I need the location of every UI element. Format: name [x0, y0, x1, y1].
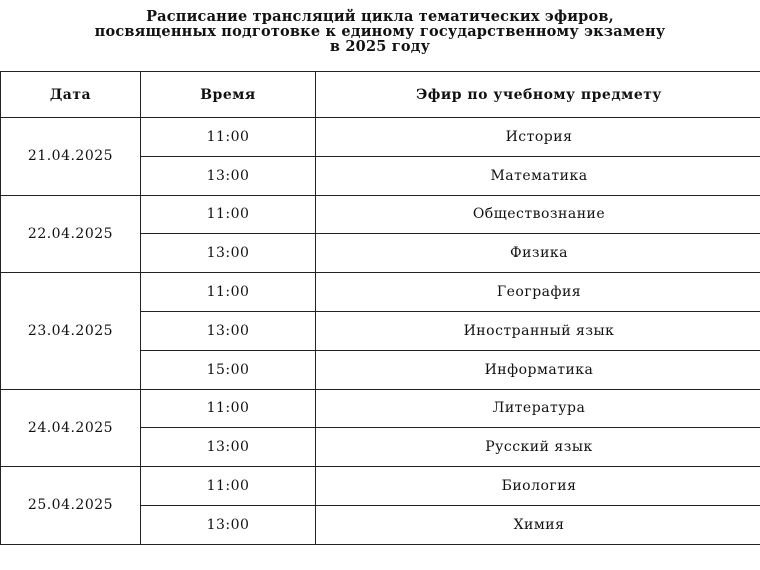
time-cell: 11:00	[141, 273, 316, 312]
time-cell: 11:00	[141, 467, 316, 506]
subject-cell: География	[316, 273, 760, 312]
header-date: Дата	[1, 72, 141, 118]
time-cell: 13:00	[141, 156, 316, 195]
table-row	[1, 273, 760, 312]
time-cell: 13:00	[141, 311, 316, 350]
header-subject: Эфир по учебному предмету	[316, 72, 760, 118]
time-cell: 13:00	[141, 234, 316, 273]
date-cell: 24.04.2025	[1, 389, 141, 467]
table-row	[1, 389, 760, 428]
date-cell: 23.04.2025	[1, 273, 141, 389]
subject-cell: Биология	[316, 467, 760, 506]
title-line-1: Расписание трансляций цикла тематических эфиров,	[146, 8, 614, 25]
subject-cell: Литература	[316, 389, 760, 428]
subject-cell: Иностранный язык	[316, 311, 760, 350]
time-cell: 11:00	[141, 195, 316, 234]
date-cell: 25.04.2025	[1, 467, 141, 545]
time-cell: 13:00	[141, 428, 316, 467]
subject-cell: Русский язык	[316, 428, 760, 467]
time-cell: 11:00	[141, 118, 316, 157]
time-cell: 13:00	[141, 505, 316, 544]
header-time: Время	[141, 72, 316, 118]
subject-cell: Химия	[316, 505, 760, 544]
title-line-3: в 2025 году	[329, 38, 431, 55]
subject-cell: Информатика	[316, 350, 760, 389]
subject-cell: Физика	[316, 234, 760, 273]
date-cell: 22.04.2025	[1, 195, 141, 273]
table-row	[1, 467, 760, 506]
time-cell: 15:00	[141, 350, 316, 389]
subject-cell: История	[316, 118, 760, 157]
date-cell: 21.04.2025	[1, 118, 141, 196]
table-row	[1, 118, 760, 157]
title-line-2: посвященных подготовке к единому государственному экзамену	[94, 23, 666, 40]
document-title	[0, 9, 760, 54]
broadcast-schedule-table	[0, 71, 760, 545]
table-row	[1, 195, 760, 234]
subject-cell: Обществознание	[316, 195, 760, 234]
time-cell: 11:00	[141, 389, 316, 428]
table-header-row	[1, 72, 760, 118]
subject-cell: Математика	[316, 156, 760, 195]
